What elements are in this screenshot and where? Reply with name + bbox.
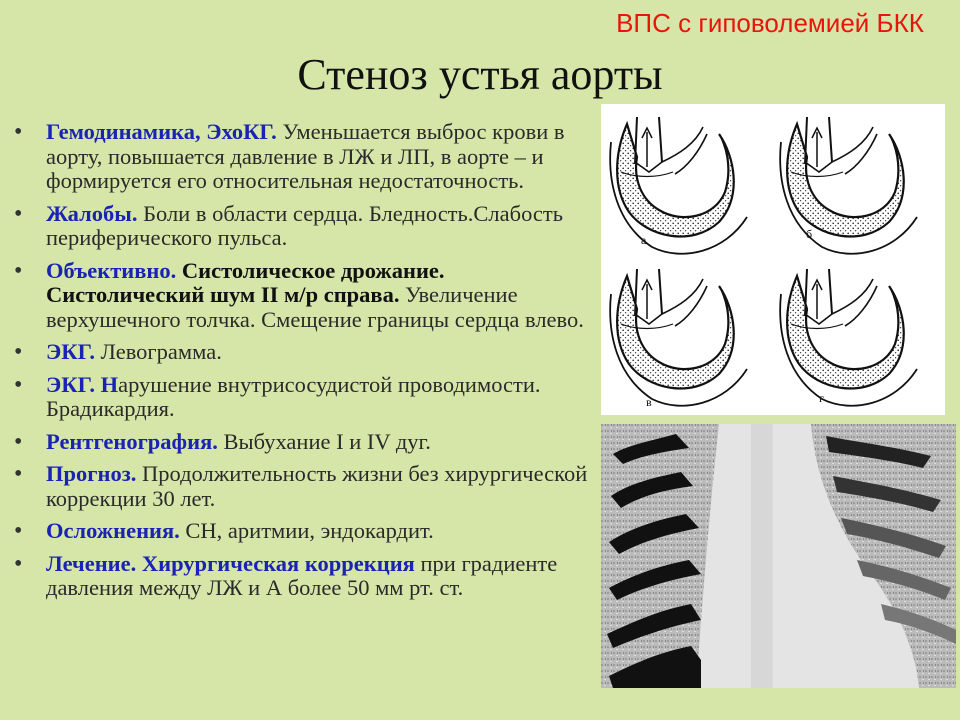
item-bold-text: Систолическое дрожание. Систолический шум II м/р справа.: [46, 257, 445, 307]
item-text: Левограмма.: [94, 339, 222, 364]
bullet-icon: •: [14, 371, 23, 398]
list-item: [14, 462, 594, 511]
item-key: Рентгенография.: [46, 428, 218, 454]
bullet-icon: •: [14, 200, 23, 227]
bullet-icon: •: [14, 550, 23, 577]
item-key: Осложнения.: [46, 518, 180, 543]
diagram-label: а: [641, 233, 647, 247]
diagram-label: в: [646, 395, 652, 409]
item-text: Продолжительность жизни без хирургической коррекции 30 лет.: [46, 461, 588, 511]
item-text: Увеличение верхушечного толчка. Смещение границы сердца влево.: [46, 282, 584, 332]
list-item: [14, 202, 594, 251]
bullet-icon: •: [14, 461, 23, 487]
chest-xray-svg: [601, 424, 956, 688]
chest-xray-image: [601, 424, 956, 688]
diagram-label: г: [819, 391, 824, 405]
item-key: ЭКГ. Н: [46, 371, 119, 397]
item-key: Объективно.: [46, 257, 177, 283]
bullet-icon: •: [14, 119, 23, 145]
item-key: Жалобы.: [46, 200, 138, 226]
item-text: СН, аритмии, эндокардит.: [179, 518, 434, 543]
item-text: при градиенте давления между ЛЖ и А более 50 мм рт. ст.: [46, 550, 558, 600]
item-key: Лечение. Хирургическая коррекция: [46, 550, 415, 576]
item-key: Гемодинамика, ЭхоКГ.: [46, 119, 277, 144]
heart-diagrams: [601, 104, 945, 415]
diagram-label: б: [806, 227, 813, 241]
bullet-icon: •: [14, 428, 23, 455]
bullet-icon: •: [14, 257, 23, 284]
bullet-list: [14, 120, 594, 609]
list-item: [14, 373, 594, 422]
heart-diagrams-svg: [601, 104, 945, 415]
list-item: [14, 519, 594, 544]
list-item: [14, 552, 594, 601]
item-key: ЭКГ.: [46, 339, 95, 364]
item-text: арушение внутрисосудистой проводимости. Брадикардия.: [46, 371, 541, 421]
header-tag: ВПС с гиповолемией БКК: [616, 8, 924, 38]
item-text: Уменьшается выброс крови в аорту, повышается давление в ЛЖ и ЛП, в аорте – и формируется его относительная недостаточность.: [46, 119, 565, 193]
list-item: [14, 259, 594, 333]
slide-title: Стеноз устья аорты: [297, 50, 663, 99]
list-item: [14, 430, 594, 455]
item-text: Выбухание I и IV дуг.: [217, 428, 431, 454]
bullet-icon: •: [14, 339, 23, 365]
item-text: Боли в области сердца. Бледность.Слабость периферического пульса.: [46, 200, 563, 250]
item-key: Прогноз.: [46, 461, 137, 486]
list-item: [14, 340, 594, 365]
list-item: [14, 120, 594, 194]
bullet-icon: •: [14, 518, 23, 544]
